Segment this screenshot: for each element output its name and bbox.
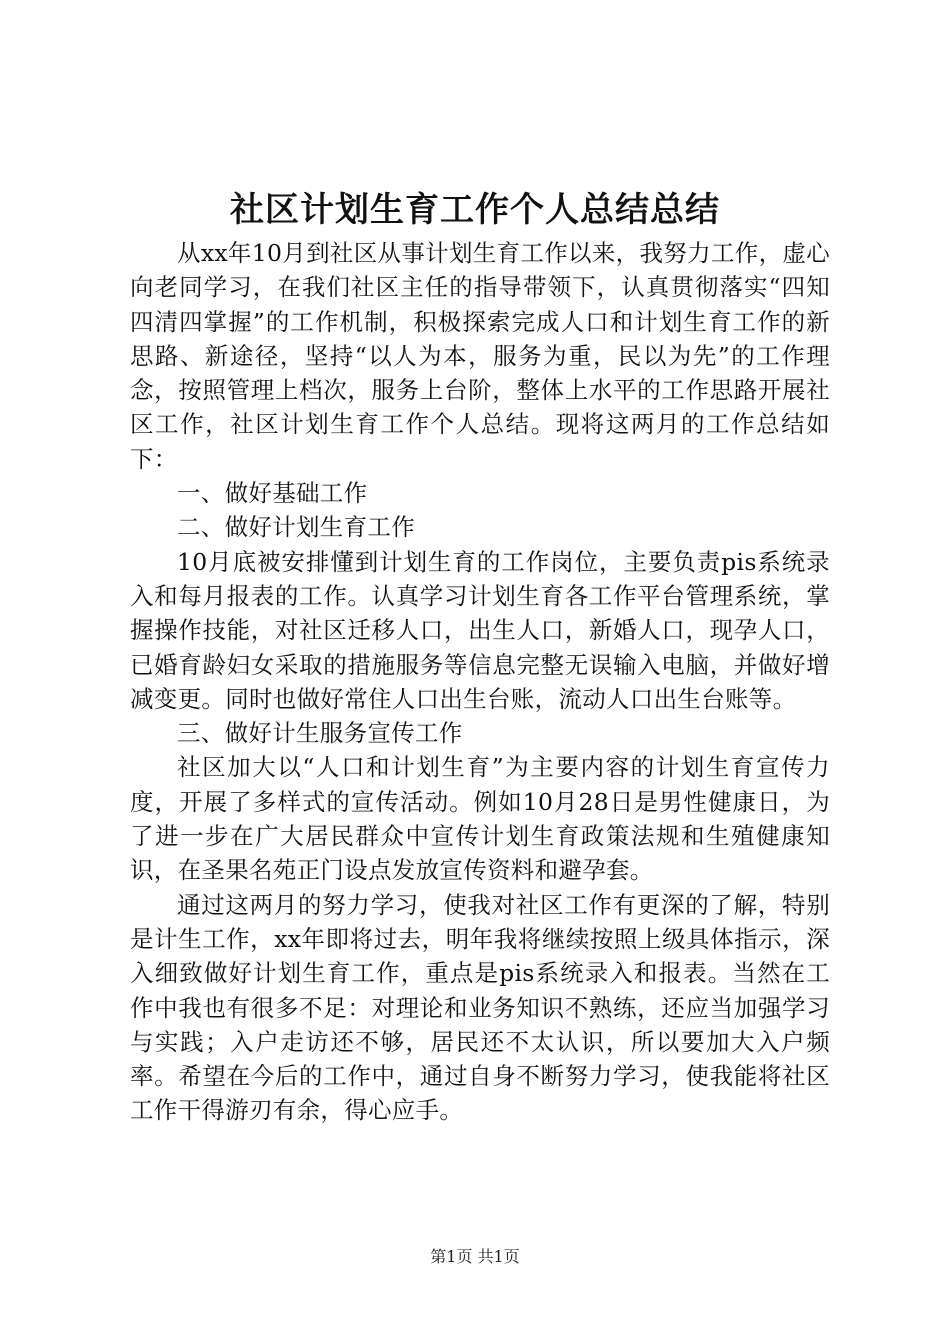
section-heading-3: 三、做好计生服务宣传工作 xyxy=(177,719,463,748)
document-title: 社区计划生育工作个人总结总结 xyxy=(230,190,720,230)
paragraph-intro: 从xx年10月到社区从事计划生育工作以来，我努力工作，虚心向老同学习，在我们社区主任的指导带领下，认真贯彻落实“四知四清四掌握”的工作机制，积极探索完成人口和计划生育工作的新思路、新途径，坚持“以人为本，服务为重，民以为先”的工作理念，按照管理上档次，服务上台阶，整体上水平的工作思路开展社区工作，社区计划生育工作个人总结。现将这两月的工作总结如下： xyxy=(130,239,830,473)
document-body xyxy=(130,236,830,1128)
paragraph-family-planning: 10月底被安排懂到计划生育的工作岗位，主要负责pis系统录入和每月报表的工作。认真学习计划生育各工作平台管理系统，掌握操作技能，对社区迁移人口，出生人口，新婚人口，现孕人口，已婚育龄妇女采取的措施服务等信息完整无误输入电脑，并做好增减变更。同时也做好常住人口出生台账，流动人口出生台账等。 xyxy=(130,547,830,713)
page-footer: 第1页 共1页 xyxy=(430,1247,520,1266)
section-heading-2: 二、做好计划生育工作 xyxy=(177,513,415,542)
section-heading-1: 一、做好基础工作 xyxy=(177,479,368,508)
paragraph-publicity: 社区加大以“人口和计划生育”为主要内容的计划生育宣传力度，开展了多样式的宣传活动。例如10月28日是男性健康日，为了进一步在广大居民群众中宣传计划生育政策法规和生殖健康知识，在圣果名苑正门设点发放宣传资料和避孕套。 xyxy=(130,753,830,885)
paragraph-conclusion: 通过这两月的努力学习，使我对社区工作有更深的了解，特别是计生工作，xx年即将过去，明年我将继续按照上级具体指示，深入细致做好计划生育工作，重点是pis系统录入和报表。当然在工作中我也有很多不足：对理论和业务知识不熟练，还应当加强学习与实践；入户走访还不够，居民还不太认识，所以要加大入户频率。希望在今后的工作中，通过自身不断努力学习，使我能将社区工作干得游刃有余，得心应手。 xyxy=(130,890,830,1125)
